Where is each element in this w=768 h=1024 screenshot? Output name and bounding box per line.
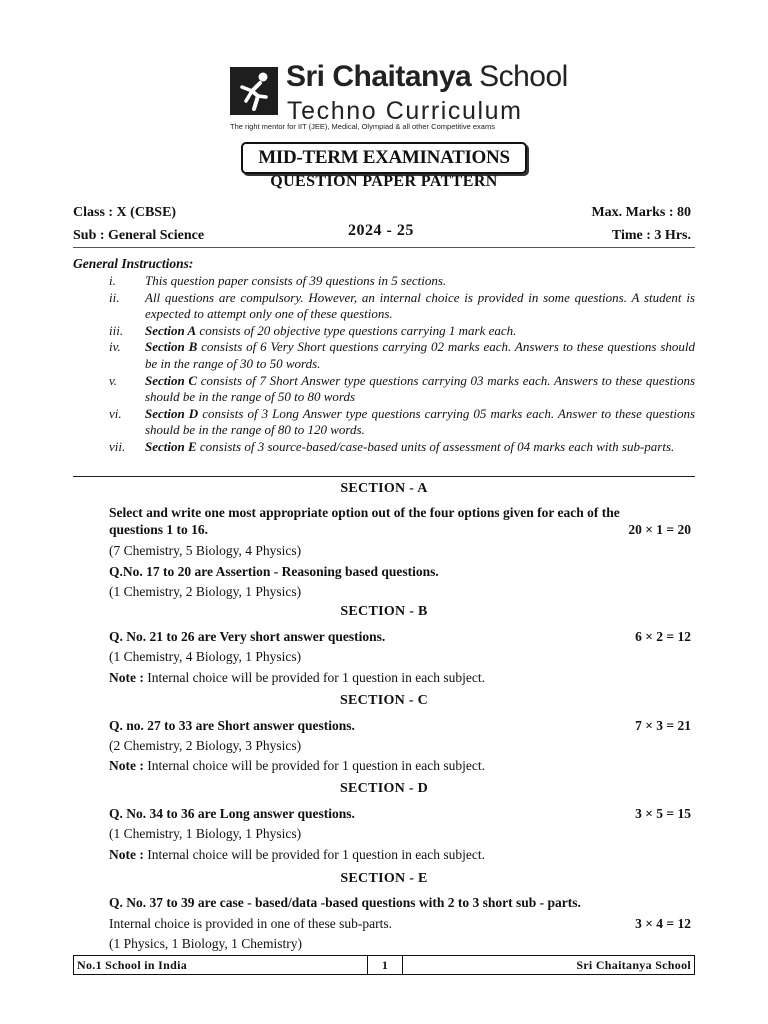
section-a-line: questions 1 to 16. — [109, 522, 209, 537]
footer-right: Sri Chaitanya School — [576, 957, 691, 972]
section-a-distribution: (7 Chemistry, 5 Biology, 4 Physics) — [109, 543, 302, 558]
instruction-item: iv. Section B consists of 6 Very Short questions carrying 02 marks each. Answers to these questions should be in the range of 30 to 50 words. — [109, 339, 695, 371]
section-d-note: Note : Internal choice will be provided for 1 question in each subject. — [109, 847, 485, 862]
exam-title: MID-TERM EXAMINATIONS — [258, 147, 510, 168]
section-d-distribution: (1 Chemistry, 1 Biology, 1 Physics) — [109, 826, 302, 841]
divider — [73, 247, 695, 248]
section-b-line: Q. No. 21 to 26 are Very short answer questions. — [109, 629, 386, 644]
section-b-score: 6 × 2 = 12 — [635, 629, 691, 644]
divider — [73, 476, 695, 477]
instruction-item: v. Section C consists of 7 Short Answer type questions carrying 03 marks each. Answers to these questions should be in the range of 50 to 80 words — [109, 372, 695, 405]
section-b-distribution: (1 Chemistry, 4 Biology, 1 Physics) — [109, 649, 302, 664]
footer-left: No.1 School in India — [74, 956, 368, 974]
section-d-line: Q. No. 34 to 36 are Long answer questions. — [109, 806, 355, 821]
instructions-heading: General Instructions: — [73, 256, 194, 271]
section-e-score: 3 × 4 = 12 — [635, 916, 691, 931]
brand-tagline: The right mentor for IIT (JEE), Medical, Olympiad & all other Competitive exams — [230, 122, 495, 131]
page-footer — [73, 955, 695, 975]
page-number: 1 — [368, 956, 403, 974]
section-c-note: Note : Internal choice will be provided for 1 question in each subject. — [109, 758, 485, 773]
instruction-item: ii. All questions are compulsory. However, an internal choice is provided in some questions. A student is expected to attempt only one of these questions. — [109, 289, 695, 322]
brand-subtitle: Techno Curriculum — [287, 97, 523, 125]
pattern-title: QUESTION PAPER PATTERN — [270, 173, 498, 190]
brand-name: Sri Chaitanya School — [286, 60, 568, 93]
section-e-heading: SECTION - E — [340, 871, 428, 886]
exam-title-box — [241, 142, 527, 174]
section-d-heading: SECTION - D — [339, 781, 429, 796]
subject-label: Sub : General Science — [73, 228, 205, 243]
section-c-score: 7 × 3 = 21 — [635, 718, 691, 733]
section-a-line: Select and write one most appropriate option out of the four options given for each of the — [109, 505, 620, 520]
instruction-item: iii. Section A consists of 20 objective type questions carrying 1 mark each. — [109, 322, 517, 338]
section-b-heading: SECTION - B — [340, 604, 428, 619]
instructions-list — [109, 273, 695, 456]
section-a-heading: SECTION - A — [340, 481, 428, 496]
section-c-heading: SECTION - C — [339, 693, 429, 708]
section-a-score: 20 × 1 = 20 — [628, 522, 691, 537]
instruction-item: vi. Section D consists of 3 Long Answer type questions carrying 05 marks each. Answer to these questions should be in the range of 80 to 120 words. — [109, 405, 695, 438]
section-a-line: Q.No. 17 to 20 are Assertion - Reasoning based questions. — [109, 564, 439, 579]
section-c-distribution: (2 Chemistry, 2 Biology, 3 Physics) — [109, 738, 302, 753]
section-d-score: 3 × 5 = 15 — [635, 806, 691, 821]
time-allowed: Time : 3 Hrs. — [611, 228, 691, 243]
section-e-line: Q. No. 37 to 39 are case - based/data -based questions with 2 to 3 short sub - parts. — [109, 895, 581, 910]
max-marks: Max. Marks : 80 — [591, 205, 691, 220]
section-e-distribution: (1 Physics, 1 Biology, 1 Chemistry) — [109, 936, 303, 951]
section-e-line: Internal choice is provided in one of these sub-parts. — [109, 916, 393, 931]
section-b-note: Note : Internal choice will be provided for 1 question in each subject. — [109, 670, 485, 685]
instruction-item: vii. Section E consists of 3 source-based/case-based units of assessment of 04 marks each with sub-parts. — [109, 438, 675, 454]
section-c-line: Q. no. 27 to 33 are Short answer questions. — [109, 718, 355, 733]
class-label: Class : X (CBSE) — [73, 205, 177, 220]
instruction-item: i. This question paper consists of 39 questions in 5 sections. — [109, 273, 447, 288]
section-a-distribution: (1 Chemistry, 2 Biology, 1 Physics) — [109, 584, 302, 599]
academic-year: 2024 - 25 — [348, 222, 414, 239]
runner-logo-icon — [230, 67, 278, 115]
